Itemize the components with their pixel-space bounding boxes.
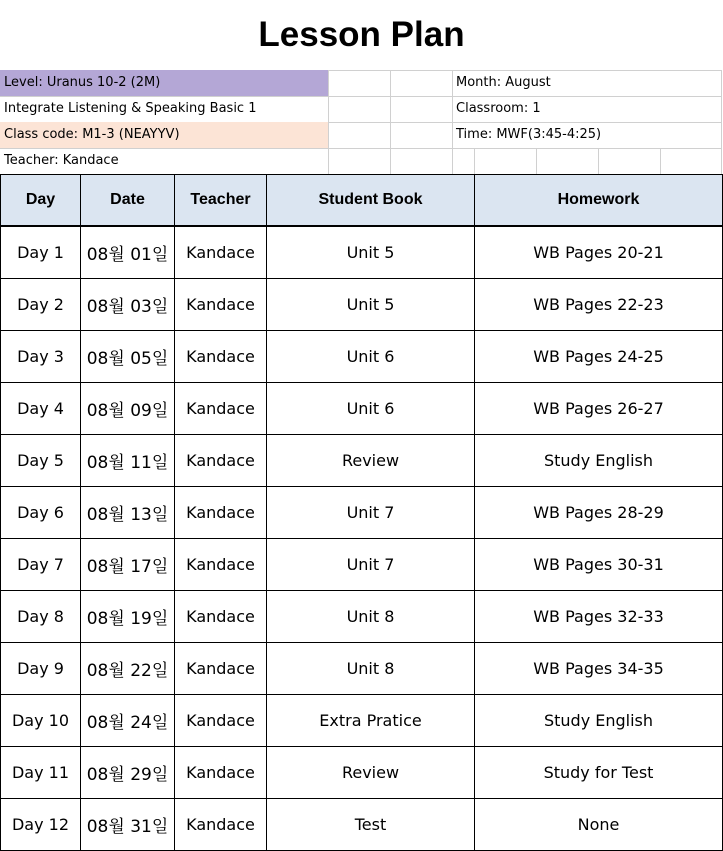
table-row <box>1 695 723 747</box>
date-cell: 08월 11일 <box>81 435 175 487</box>
teacher-cell: Kandace <box>175 279 267 331</box>
teacher-cell: Kandace <box>175 383 267 435</box>
date-cell: 08월 22일 <box>81 643 175 695</box>
teacher-cell: Kandace <box>175 747 267 799</box>
day-cell: Day 11 <box>1 747 81 799</box>
day-cell: Day 9 <box>1 643 81 695</box>
homework-cell: WB Pages 34-35 <box>475 643 723 695</box>
day-cell: Day 2 <box>1 279 81 331</box>
homework-cell: WB Pages 32-33 <box>475 591 723 643</box>
student-book-cell: Unit 8 <box>267 591 475 643</box>
student-book-cell: Review <box>267 435 475 487</box>
teacher-cell: Kandace <box>175 331 267 383</box>
student-book-cell: Unit 5 <box>267 226 475 279</box>
lesson-table <box>0 174 723 851</box>
date-cell: 08월 05일 <box>81 331 175 383</box>
day-cell: Day 5 <box>1 435 81 487</box>
day-cell: Day 4 <box>1 383 81 435</box>
day-cell: Day 1 <box>1 226 81 279</box>
student-book-cell: Unit 8 <box>267 643 475 695</box>
homework-cell: Study English <box>475 695 723 747</box>
student-book-cell: Review <box>267 747 475 799</box>
date-cell: 08월 03일 <box>81 279 175 331</box>
teacher-cell: Kandace <box>175 591 267 643</box>
student-book-cell: Test <box>267 799 475 851</box>
homework-cell: Study for Test <box>475 747 723 799</box>
table-row <box>1 226 723 279</box>
teacher-cell: Kandace <box>175 435 267 487</box>
page-title: Lesson Plan <box>258 15 465 54</box>
table-row <box>1 487 723 539</box>
teacher-cell: Kandace <box>175 695 267 747</box>
day-cell: Day 7 <box>1 539 81 591</box>
homework-cell: WB Pages 28-29 <box>475 487 723 539</box>
student-book-cell: Unit 7 <box>267 539 475 591</box>
date-cell: 08월 13일 <box>81 487 175 539</box>
date-cell: 08월 17일 <box>81 539 175 591</box>
header-day: Day <box>1 175 81 227</box>
date-cell: 08월 09일 <box>81 383 175 435</box>
teacher-cell: Kandace <box>175 643 267 695</box>
month-cell: Month: August <box>456 75 551 90</box>
classroom-cell: Classroom: 1 <box>456 101 541 116</box>
homework-cell: WB Pages 30-31 <box>475 539 723 591</box>
student-book-cell: Extra Pratice <box>267 695 475 747</box>
day-cell: Day 8 <box>1 591 81 643</box>
table-row <box>1 383 723 435</box>
homework-cell: WB Pages 20-21 <box>475 226 723 279</box>
info-grid <box>0 70 722 174</box>
homework-cell: WB Pages 24-25 <box>475 331 723 383</box>
table-header-row <box>1 175 723 227</box>
table-row <box>1 643 723 695</box>
table-row <box>1 747 723 799</box>
teacher-cell: Teacher: Kandace <box>4 153 119 168</box>
table-row <box>1 279 723 331</box>
date-cell: 08월 19일 <box>81 591 175 643</box>
homework-cell: None <box>475 799 723 851</box>
homework-cell: WB Pages 22-23 <box>475 279 723 331</box>
student-book-cell: Unit 7 <box>267 487 475 539</box>
teacher-cell: Kandace <box>175 226 267 279</box>
homework-cell: WB Pages 26-27 <box>475 383 723 435</box>
date-cell: 08월 31일 <box>81 799 175 851</box>
teacher-cell: Kandace <box>175 799 267 851</box>
teacher-cell: Kandace <box>175 539 267 591</box>
teacher-cell: Kandace <box>175 487 267 539</box>
day-cell: Day 10 <box>1 695 81 747</box>
course-cell: Integrate Listening & Speaking Basic 1 <box>4 101 257 116</box>
time-cell: Time: MWF(3:45-4:25) <box>456 127 602 142</box>
header-homework: Homework <box>475 175 723 227</box>
header-student-book: Student Book <box>267 175 475 227</box>
level-cell: Level: Uranus 10-2 (2M) <box>0 70 328 96</box>
day-cell: Day 3 <box>1 331 81 383</box>
student-book-cell: Unit 6 <box>267 331 475 383</box>
student-book-cell: Unit 5 <box>267 279 475 331</box>
date-cell: 08월 24일 <box>81 695 175 747</box>
table-row <box>1 331 723 383</box>
student-book-cell: Unit 6 <box>267 383 475 435</box>
table-row <box>1 435 723 487</box>
day-cell: Day 12 <box>1 799 81 851</box>
header-teacher: Teacher <box>175 175 267 227</box>
date-cell: 08월 29일 <box>81 747 175 799</box>
date-cell: 08월 01일 <box>81 226 175 279</box>
table-row <box>1 591 723 643</box>
table-row <box>1 539 723 591</box>
header-date: Date <box>81 175 175 227</box>
table-row <box>1 799 723 851</box>
class-code-cell: Class code: M1-3 (NEAYYV) <box>0 122 328 148</box>
homework-cell: Study English <box>475 435 723 487</box>
day-cell: Day 6 <box>1 487 81 539</box>
